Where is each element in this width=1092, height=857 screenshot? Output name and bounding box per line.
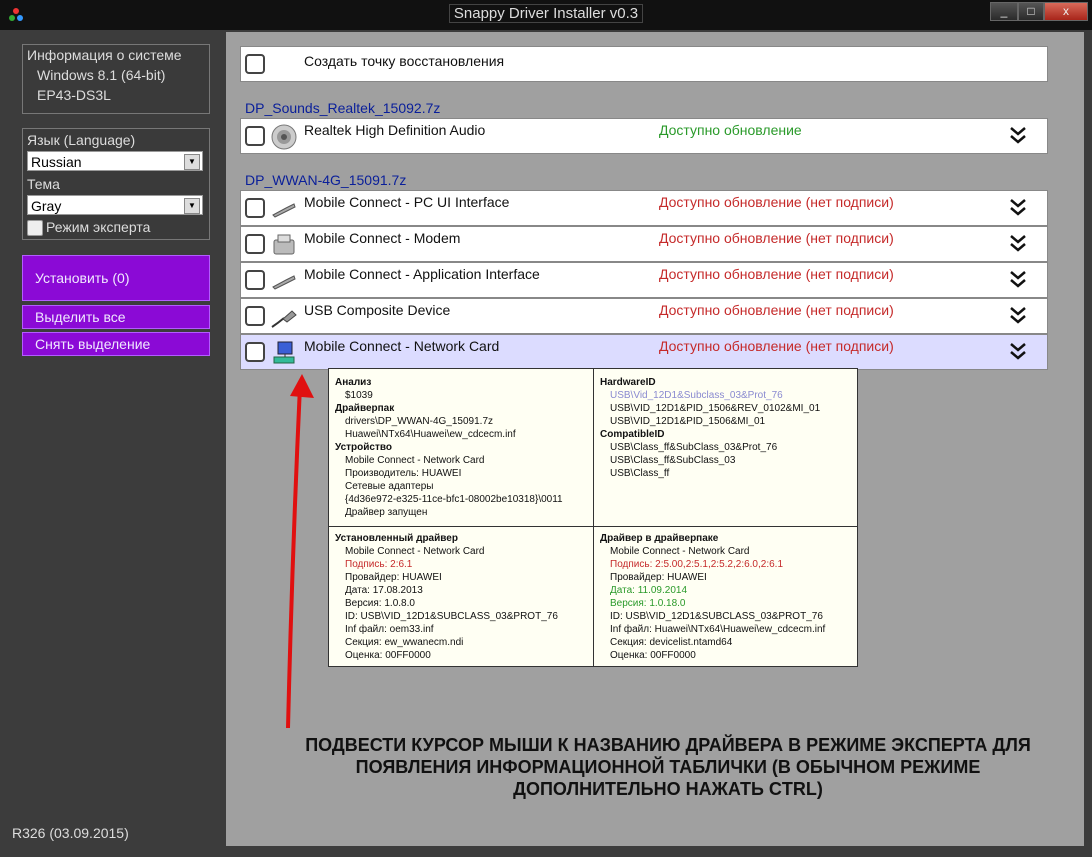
pack-driver-version: Версия: 1.0.18.0 — [610, 598, 686, 609]
pack-driver-id: ID: USB\VID_12D1&SUBCLASS_03&PROT_76 — [610, 611, 823, 622]
installed-driver-section: Секция: ew_wwanecm.ndi — [345, 637, 464, 648]
compatible-id-item: USB\Class_ff&SubClass_03 — [610, 455, 736, 466]
installed-driver-heading: Установленный драйвер — [335, 533, 458, 544]
language-select-value: Russian — [31, 154, 82, 170]
annotation-caption — [288, 734, 1048, 800]
driverpack-title: DP_Sounds_Realtek_15092.7z — [245, 100, 441, 116]
maximize-button[interactable]: □ — [1018, 2, 1044, 21]
hardware-id-item: USB\Vid_12D1&Subclass_03&Prot_76 — [610, 390, 783, 401]
installed-driver-provider: Провайдер: HUAWEI — [345, 572, 442, 583]
driverpack-inf: Huawei\NTx64\Huawei\ew_cdcecm.inf — [345, 429, 516, 440]
select-all-button[interactable]: Выделить все — [22, 305, 210, 329]
device-name: Mobile Connect - Network Card — [345, 455, 485, 466]
installed-driver-date: Дата: 17.08.2013 — [345, 585, 423, 596]
pack-driver-provider: Провайдер: HUAWEI — [610, 572, 707, 583]
compatible-id-item: USB\Class_ff — [610, 468, 670, 479]
annotation-line: ДОПОЛНИТЕЛЬНО НАЖАТЬ CTRL) — [513, 779, 823, 799]
dropdown-arrow-icon: ▼ — [184, 154, 200, 170]
driverpack-heading: Драйверпак — [335, 403, 395, 414]
theme-label: Тема — [27, 176, 60, 192]
driverpack-title: DP_WWAN-4G_15091.7z — [245, 172, 407, 188]
pack-driver-date: Дата: 11.09.2014 — [610, 585, 688, 596]
hardware-id-item: USB\VID_12D1&PID_1506&REV_0102&MI_01 — [610, 403, 821, 414]
hardware-id-item: USB\VID_12D1&PID_1506&MI_01 — [610, 416, 766, 427]
installed-driver-version: Версия: 1.0.8.0 — [345, 598, 415, 609]
expert-mode-label: Режим эксперта — [46, 219, 151, 235]
installed-driver-signature: Подпись: 2:6.1 — [345, 559, 413, 570]
device-state: Драйвер запущен — [345, 507, 428, 518]
deselect-all-button[interactable]: Снять выделение — [22, 332, 210, 356]
pack-driver-inf: Inf файл: Huawei\NTx64\Huawei\ew_cdcecm.inf — [610, 624, 826, 635]
system-info-header: Информация о системе — [27, 47, 182, 63]
driver-status: Доступно обновление — [659, 122, 802, 138]
installed-driver-score: Оценка: 00FF0000 — [345, 650, 431, 661]
pack-driver-signature: Подпись: 2:5.00,2:5.1,2:5.2,2:6.0,2:6.1 — [610, 559, 784, 570]
window-title: Snappy Driver Installer v0.3 — [0, 5, 1092, 22]
close-button[interactable]: x — [1044, 2, 1088, 21]
installed-driver-inf: Inf файл: oem33.inf — [345, 624, 434, 635]
analysis-heading: Анализ — [335, 377, 372, 388]
language-label: Язык (Language) — [27, 132, 136, 148]
device-class: Сетевые адаптеры — [345, 481, 434, 492]
os-info: Windows 8.1 (64-bit) — [37, 67, 166, 83]
driver-status: Доступно обновление (нет подписи) — [659, 194, 894, 210]
pack-driver-name: Mobile Connect - Network Card — [610, 546, 750, 557]
version-label: R326 (03.09.2015) — [12, 825, 129, 841]
device-guid: {4d36e972-e325-11ce-bfc1-08002be10318}\0011 — [345, 494, 563, 505]
driver-name[interactable]: Mobile Connect - PC UI Interface — [304, 194, 510, 210]
pack-driver-section: Секция: devicelist.ntamd64 — [610, 637, 733, 648]
analysis-value: $1039 — [345, 390, 373, 401]
driver-status: Доступно обновление (нет подписи) — [659, 302, 894, 318]
hardware-id-heading: HardwareID — [600, 377, 656, 388]
driver-name[interactable]: Realtek High Definition Audio — [304, 122, 486, 138]
driver-name[interactable]: Mobile Connect - Network Card — [304, 338, 500, 354]
driver-status: Доступно обновление (нет подписи) — [659, 266, 894, 282]
device-heading: Устройство — [335, 442, 392, 453]
dropdown-arrow-icon: ▼ — [184, 198, 200, 214]
minimize-button[interactable]: _ — [990, 2, 1018, 21]
restore-point-label: Создать точку восстановления — [304, 53, 505, 69]
installed-driver-id: ID: USB\VID_12D1&SUBCLASS_03&PROT_76 — [345, 611, 558, 622]
compatible-id-item: USB\Class_ff&SubClass_03&Prot_76 — [610, 442, 778, 453]
installed-driver-name: Mobile Connect - Network Card — [345, 546, 485, 557]
theme-select-value: Gray — [31, 198, 62, 214]
driver-name[interactable]: USB Composite Device — [304, 302, 451, 318]
driverpack-path: drivers\DP_WWAN-4G_15091.7z — [345, 416, 494, 427]
driver-name[interactable]: Mobile Connect - Modem — [304, 230, 461, 246]
driver-status: Доступно обновление (нет подписи) — [659, 230, 894, 246]
driver-status: Доступно обновление (нет подписи) — [659, 338, 894, 354]
annotation-line: ПОЯВЛЕНИЯ ИНФОРМАЦИОННОЙ ТАБЛИЧКИ (В ОБЫЧНОМ РЕЖИМЕ — [355, 757, 981, 777]
compatible-id-heading: CompatibleID — [600, 429, 665, 440]
install-button[interactable]: Установить (0) — [22, 255, 210, 301]
driver-name[interactable]: Mobile Connect - Application Interface — [304, 266, 540, 282]
pack-driver-heading: Драйвер в драйверпаке — [600, 533, 719, 544]
annotation-line: ПОДВЕСТИ КУРСОР МЫШИ К НАЗВАНИЮ ДРАЙВЕРА В РЕЖИМЕ ЭКСПЕРТА ДЛЯ — [305, 735, 1031, 755]
device-manufacturer: Производитель: HUAWEI — [345, 468, 462, 479]
motherboard-info: EP43-DS3L — [37, 87, 111, 103]
pack-driver-score: Оценка: 00FF0000 — [610, 650, 696, 661]
